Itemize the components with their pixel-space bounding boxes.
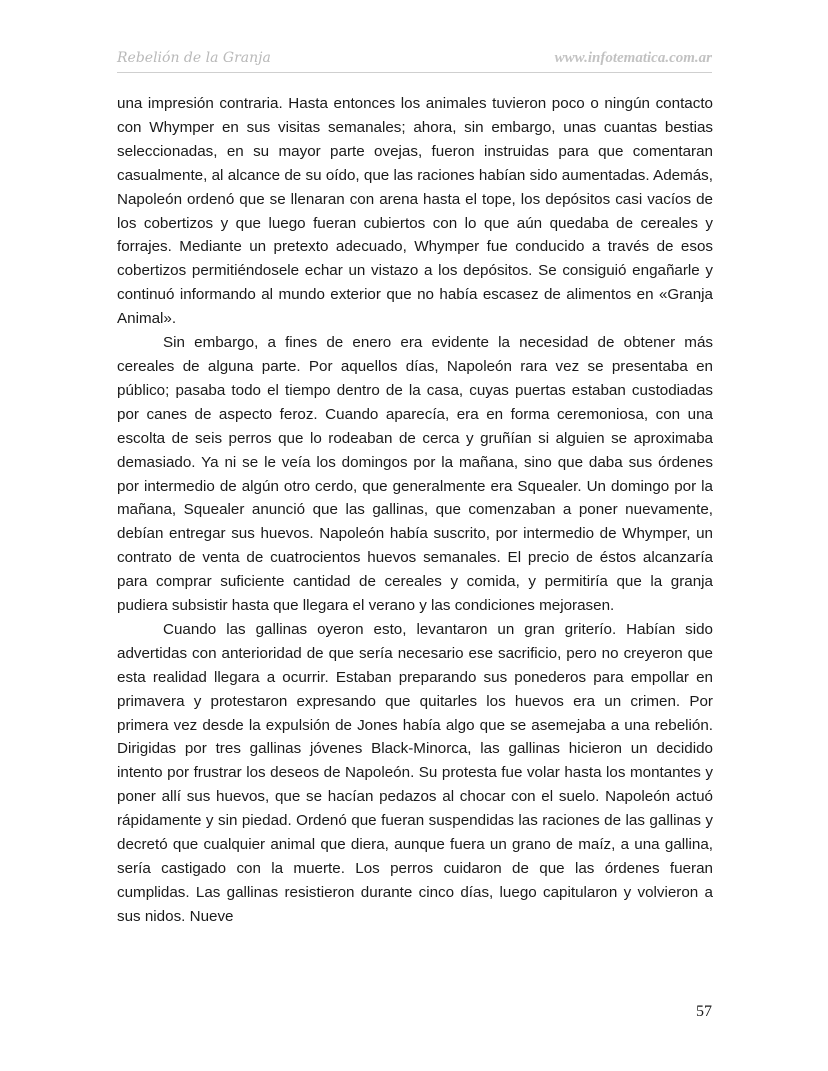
paragraph-3: Cuando las gallinas oyeron esto, levantaron un gran griterío. Habían sido advertidas con anterioridad de que sería necesario ese sacrificio, pero no creyeron que esta realidad llegara a ocurrir. Estaban preparando sus ponederos para empollar en primavera y protestaron expresando que quitarles los huevos era un crimen. Por primera vez desde la expulsión de Jones había algo que se asemejaba a una rebelión. Dirigidas por tres gallinas jóvenes Black-Minorca, las gallinas hicieron un decidido intento por frustrar los deseos de Napoleón. Su protesta fue volar hasta los montantes y poner allí sus huevos, que se hacían pedazos al chocar con el suelo. Napoleón actuó rápidamente y sin piedad. Ordenó que fueran suspendidas las raciones de las gallinas y decretó que cualquier animal que diera, aunque fuera un grano de maíz, a una gallina, sería castigado con la muerte. Los perros cuidaron de que las órdenes fueran cumplidas. Las gallinas resistieron durante cinco días, luego capitularon y volvieron a sus nidos. Nueve [117, 620, 713, 925]
body-text [117, 92, 713, 929]
running-header [117, 48, 712, 73]
page-number: 57 [696, 1003, 712, 1020]
paragraph-1: una impresión contraria. Hasta entonces los animales tuvieron poco o ningún contacto con Whymper en sus visitas semanales; ahora, sin embargo, unas cuantas bestias seleccionadas, en su mayor parte ovejas, fueron instruidas para que comentaran casualmente, al alcance de su oído, que las raciones habían sido aumentadas. Además, Napoleón ordenó que se llenaran con arena hasta el tope, los depósitos casi vacíos de los cobertizos y que luego fueran cubiertos con lo que aún quedaba de cereales y forrajes. Mediante un pretexto adecuado, Whymper fue conducido a través de esos cobertizos permitiéndosele echar un vistazo a los depósitos. Se consiguió engañarle y continuó informando al mundo exterior que no había escasez de alimentos en «Granja Animal». [117, 95, 713, 328]
paragraph-2: Sin embargo, a fines de enero era evidente la necesidad de obtener más cereales de alguna parte. Por aquellos días, Napoleón rara vez se presentaba en público; pasaba todo el tiempo dentro de la casa, cuyas puertas estaban custodiadas por canes de aspecto feroz. Cuando aparecía, era en forma ceremoniosa, con una escolta de seis perros que lo rodeaban de cerca y gruñían si alguien se aproximaba demasiado. Ya ni se le veía los domingos por la mañana, sino que daba sus órdenes por intermedio de algún otro cerdo, que generalmente era Squealer. Un domingo por la mañana, Squealer anunció que las gallinas, que comenzaban a poner nuevamente, debían entregar sus huevos. Napoleón había suscrito, por intermedio de Whymper, un contrato de venta de cuatrocientos huevos semanales. El precio de éstos alcanzaría para comprar suficiente cantidad de cereales y comida, y permitiría que la granja pudiera subsistir hasta que llegara el verano y las condiciones mejorasen. [117, 334, 713, 615]
header-website: www.infotematica.com.ar [554, 50, 712, 66]
header-book-title: Rebelión de la Granja [117, 50, 271, 66]
